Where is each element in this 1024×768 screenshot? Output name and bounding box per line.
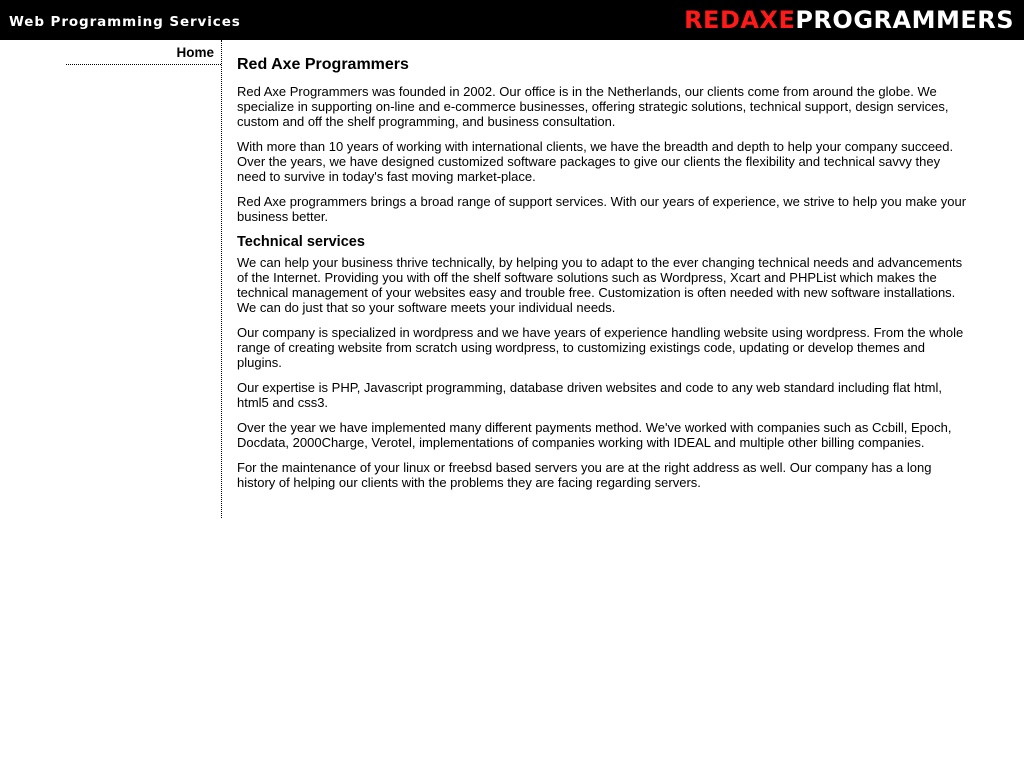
logo-red-text: REDAXE — [684, 6, 796, 34]
main-content — [237, 40, 967, 500]
services-paragraph: Over the year we have implemented many different payments method. We've worked with companies such as Ccbill, Epoch, Docdata, 2000Charge, Verotel, implementations of companies working with IDEAL and multiple other billing companies. — [237, 420, 952, 450]
site-logo[interactable] — [684, 5, 1014, 35]
page-title: Red Axe Programmers — [237, 56, 409, 73]
sidebar-divider — [221, 40, 222, 518]
logo-white-text: PROGRAMMERS — [795, 6, 1014, 34]
intro-paragraph: With more than 10 years of working with international clients, we have the breadth and depth to help your company succeed. Over the years, we have designed customized software packages to give our clients the flexibility and technical savvy they need to survive in today's fast moving market-place. — [237, 139, 954, 184]
services-paragraph: We can help your business thrive technically, by helping you to adapt to the ever changing technical needs and advancements of the Internet. Providing you with off the shelf software solutions such as Wordpress, Xcart and PHPList which makes the technical management of your websites easy and trouble free. Customization is often needed with new software installations. We can do just that so your software meets your individual needs. — [237, 255, 963, 315]
header-bar — [0, 0, 1024, 40]
intro-paragraph: Red Axe Programmers was founded in 2002. Our office is in the Netherlands, our clients come from around the globe. We specialize in supporting on-line and e-commerce businesses, offering strategic solutions, technical support, design services, custom and off the shelf programming, and business consultation. — [237, 84, 949, 129]
services-paragraph: Our company is specialized in wordpress and we have years of experience handling website using wordpress. From the whole range of creating website from scratch using wordpress, to customizing existings code, updating or develop themes and plugins. — [237, 325, 964, 370]
site-tagline: Web Programming Services — [9, 14, 241, 30]
section-title-technical-services: Technical services — [237, 234, 365, 250]
sidebar-nav — [66, 40, 221, 65]
sidebar-item-home[interactable]: Home — [66, 40, 221, 65]
services-paragraph: Our expertise is PHP, Javascript programming, database driven websites and code to any web standard including flat html, html5 and css3. — [237, 380, 943, 410]
services-paragraph: For the maintenance of your linux or freebsd based servers you are at the right address as well. Our company has a long history of helping our clients with the problems they are facing regarding servers. — [237, 460, 932, 490]
intro-paragraph: Red Axe programmers brings a broad range of support services. With our years of experience, we strive to help you make your business better. — [237, 194, 967, 224]
